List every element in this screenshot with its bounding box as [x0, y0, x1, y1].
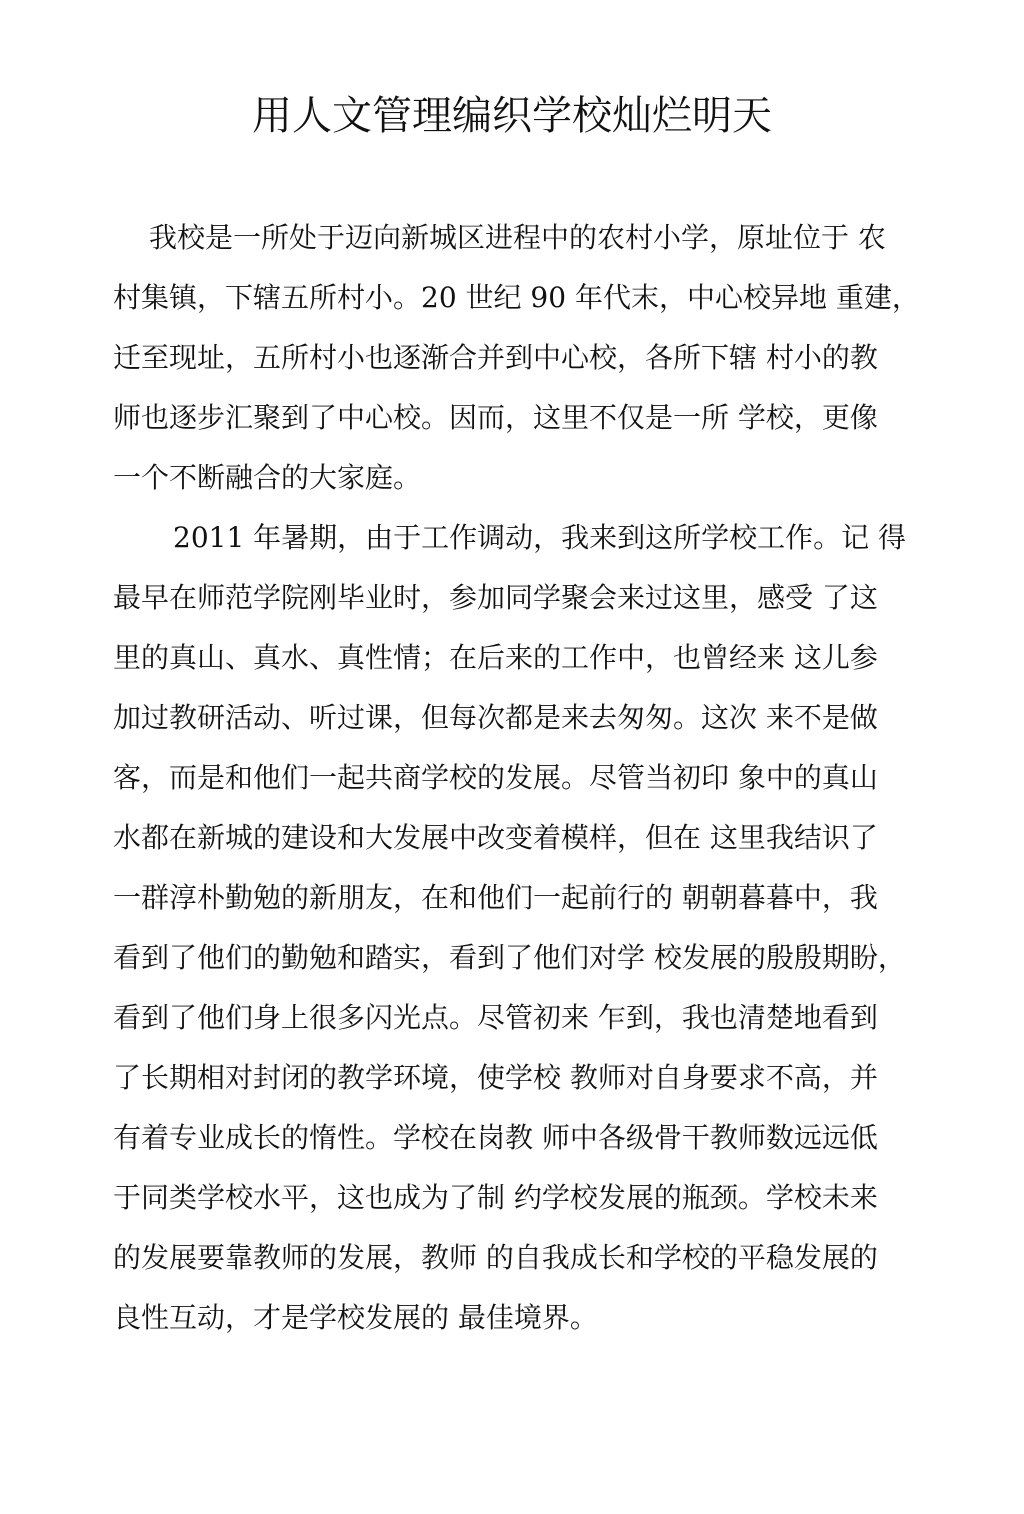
paragraph-line: 2011 年暑期，由于工作调动，我来到这所学校工作。记 得: [173, 521, 907, 554]
paragraph-1: [113, 208, 923, 508]
paragraph-line: 了长期相对封闭的教学环境，使学校 教师对自身要求不高，并: [113, 1061, 878, 1094]
paragraph-line: 水都在新城的建设和大发展中改变着模样，但在 这里我结识了: [113, 821, 878, 854]
paragraph-line: 里的真山、真水、真性情；在后来的工作中，也曾经来 这儿参: [113, 641, 878, 674]
paragraph-2: [113, 508, 923, 1348]
paragraph-line: 客，而是和他们一起共商学校的发展。尽管当初印 象中的真山: [113, 761, 878, 794]
paragraph-line: 一群淳朴勤勉的新朋友，在和他们一起前行的 朝朝暮暮中，我: [113, 881, 878, 914]
paragraph-line: 看到了他们身上很多闪光点。尽管初来 乍到，我也清楚地看到: [113, 1001, 878, 1034]
paragraph-line: 良性互动，才是学校发展的 最佳境界。: [113, 1301, 598, 1334]
paragraph-line: 迁至现址，五所村小也逐渐合并到中心校，各所下辖 村小的教: [113, 341, 878, 374]
paragraph-line: 加过教研活动、听过课，但每次都是来去匆匆。这次 来不是做: [113, 701, 878, 734]
paragraph-line: 的发展要靠教师的发展，教师 的自我成长和学校的平稳发展的: [113, 1241, 878, 1274]
paragraph-line: 我校是一所处于迈向新城区进程中的农村小学，原址位于 农: [149, 221, 886, 254]
paragraph-line: 村集镇，下辖五所村小。20 世纪 90 年代末，中心校异地 重建，: [113, 281, 920, 314]
paragraph-line: 于同类学校水平，这也成为了制 约学校发展的瓶颈。学校未来: [113, 1181, 878, 1214]
paragraph-line: 看到了他们的勤勉和踏实，看到了他们对学 校发展的殷殷期盼，: [113, 941, 906, 974]
paragraph-line: 师也逐步汇聚到了中心校。因而，这里不仅是一所 学校，更像: [113, 401, 878, 434]
paragraph-line: 最早在师范学院刚毕业时，参加同学聚会来过这里，感受 了这: [113, 581, 878, 614]
document-body: [113, 208, 923, 1348]
paragraph-line: 一个不断融合的大家庭。: [113, 461, 422, 494]
paragraph-line: 有着专业成长的惰性。学校在岗教 师中各级骨干教师数远远低: [113, 1121, 878, 1154]
document-title: 用人文管理编织学校灿烂明天: [252, 93, 772, 139]
